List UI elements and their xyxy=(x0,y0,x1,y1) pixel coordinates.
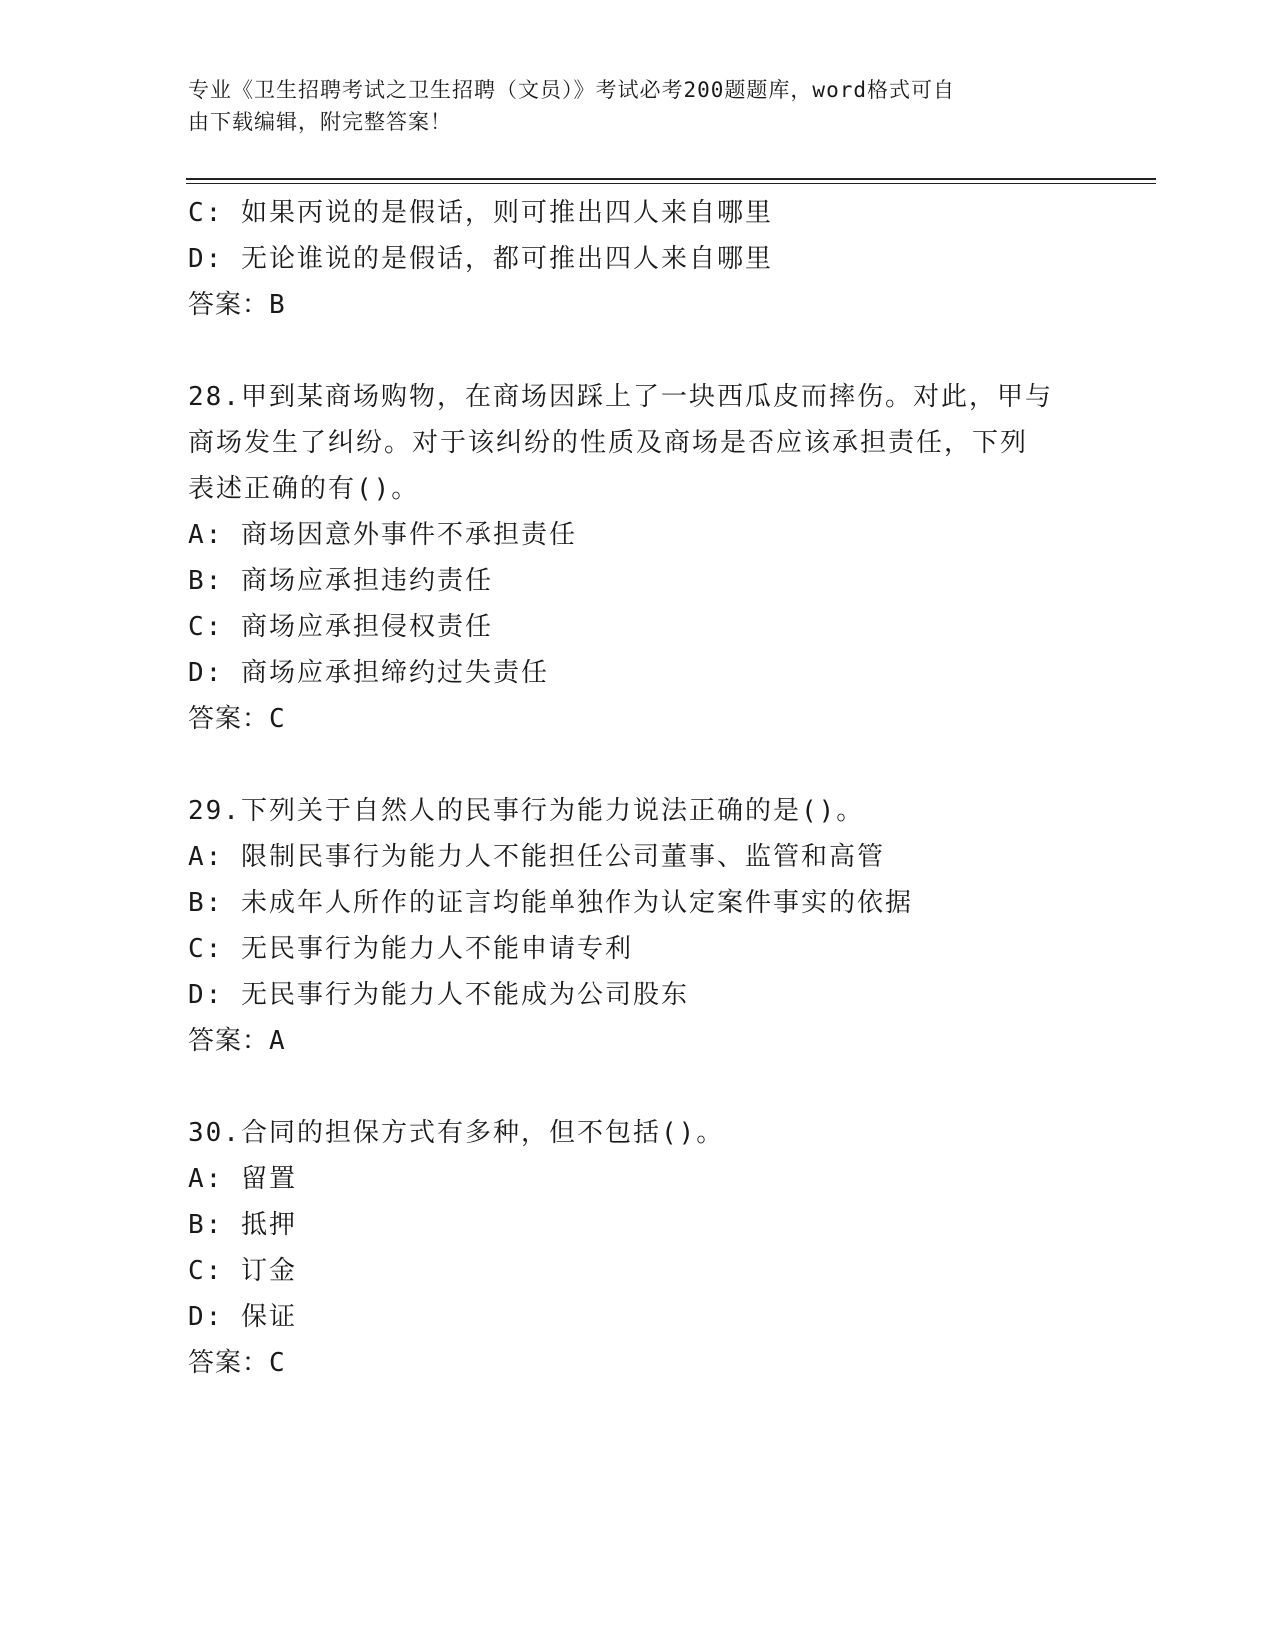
question-stem: 商场发生了纠纷。对于该纠纷的性质及商场是否应该承担责任，下列 xyxy=(188,428,1029,458)
option-a: A: 留置 xyxy=(188,1164,297,1194)
header-line-1: 专业《卫生招聘考试之卫生招聘（文员）》考试必考200题题库，word格式可自 xyxy=(188,78,955,102)
option-d: D: 商场应承担缔约过失责任 xyxy=(188,658,549,688)
option-b: B: 商场应承担违约责任 xyxy=(188,566,493,596)
answer: 答案：C xyxy=(188,1348,286,1378)
question-29 xyxy=(188,788,1088,1064)
header-line-2: 由下载编辑，附完整答案！ xyxy=(188,110,452,134)
answer: 答案：C xyxy=(188,704,286,734)
answer: 答案：B xyxy=(188,290,286,320)
question-28 xyxy=(188,374,1088,742)
option-d: D: 无民事行为能力人不能成为公司股东 xyxy=(188,980,689,1010)
question-stem: 表述正确的有()。 xyxy=(188,474,420,504)
option-a: A: 商场因意外事件不承担责任 xyxy=(188,520,577,550)
option-d: D: 保证 xyxy=(188,1302,297,1332)
question-27-tail xyxy=(188,190,1088,328)
spacer xyxy=(188,1064,1088,1110)
spacer xyxy=(188,328,1088,374)
option-b: B: 抵押 xyxy=(188,1210,297,1240)
header-divider-thick xyxy=(186,178,1156,180)
document-header xyxy=(188,74,1088,138)
question-stem: 28.甲到某商场购物，在商场因踩上了一块西瓜皮而摔伤。对此，甲与 xyxy=(188,382,1053,412)
answer: 答案：A xyxy=(188,1026,286,1056)
question-list xyxy=(188,190,1088,1386)
option-c: C: 如果丙说的是假话，则可推出四人来自哪里 xyxy=(188,198,773,228)
spacer xyxy=(188,742,1088,788)
option-d: D: 无论谁说的是假话，都可推出四人来自哪里 xyxy=(188,244,773,274)
question-stem: 29.下列关于自然人的民事行为能力说法正确的是()。 xyxy=(188,796,865,826)
option-b: B: 未成年人所作的证言均能单独作为认定案件事实的依据 xyxy=(188,888,913,918)
option-c: C: 商场应承担侵权责任 xyxy=(188,612,493,642)
option-c: C: 订金 xyxy=(188,1256,297,1286)
question-30 xyxy=(188,1110,1088,1386)
option-c: C: 无民事行为能力人不能申请专利 xyxy=(188,934,633,964)
header-divider-thin xyxy=(186,183,1156,184)
option-a: A: 限制民事行为能力人不能担任公司董事、监管和高管 xyxy=(188,842,885,872)
question-stem: 30.合同的担保方式有多种，但不包括()。 xyxy=(188,1118,725,1148)
